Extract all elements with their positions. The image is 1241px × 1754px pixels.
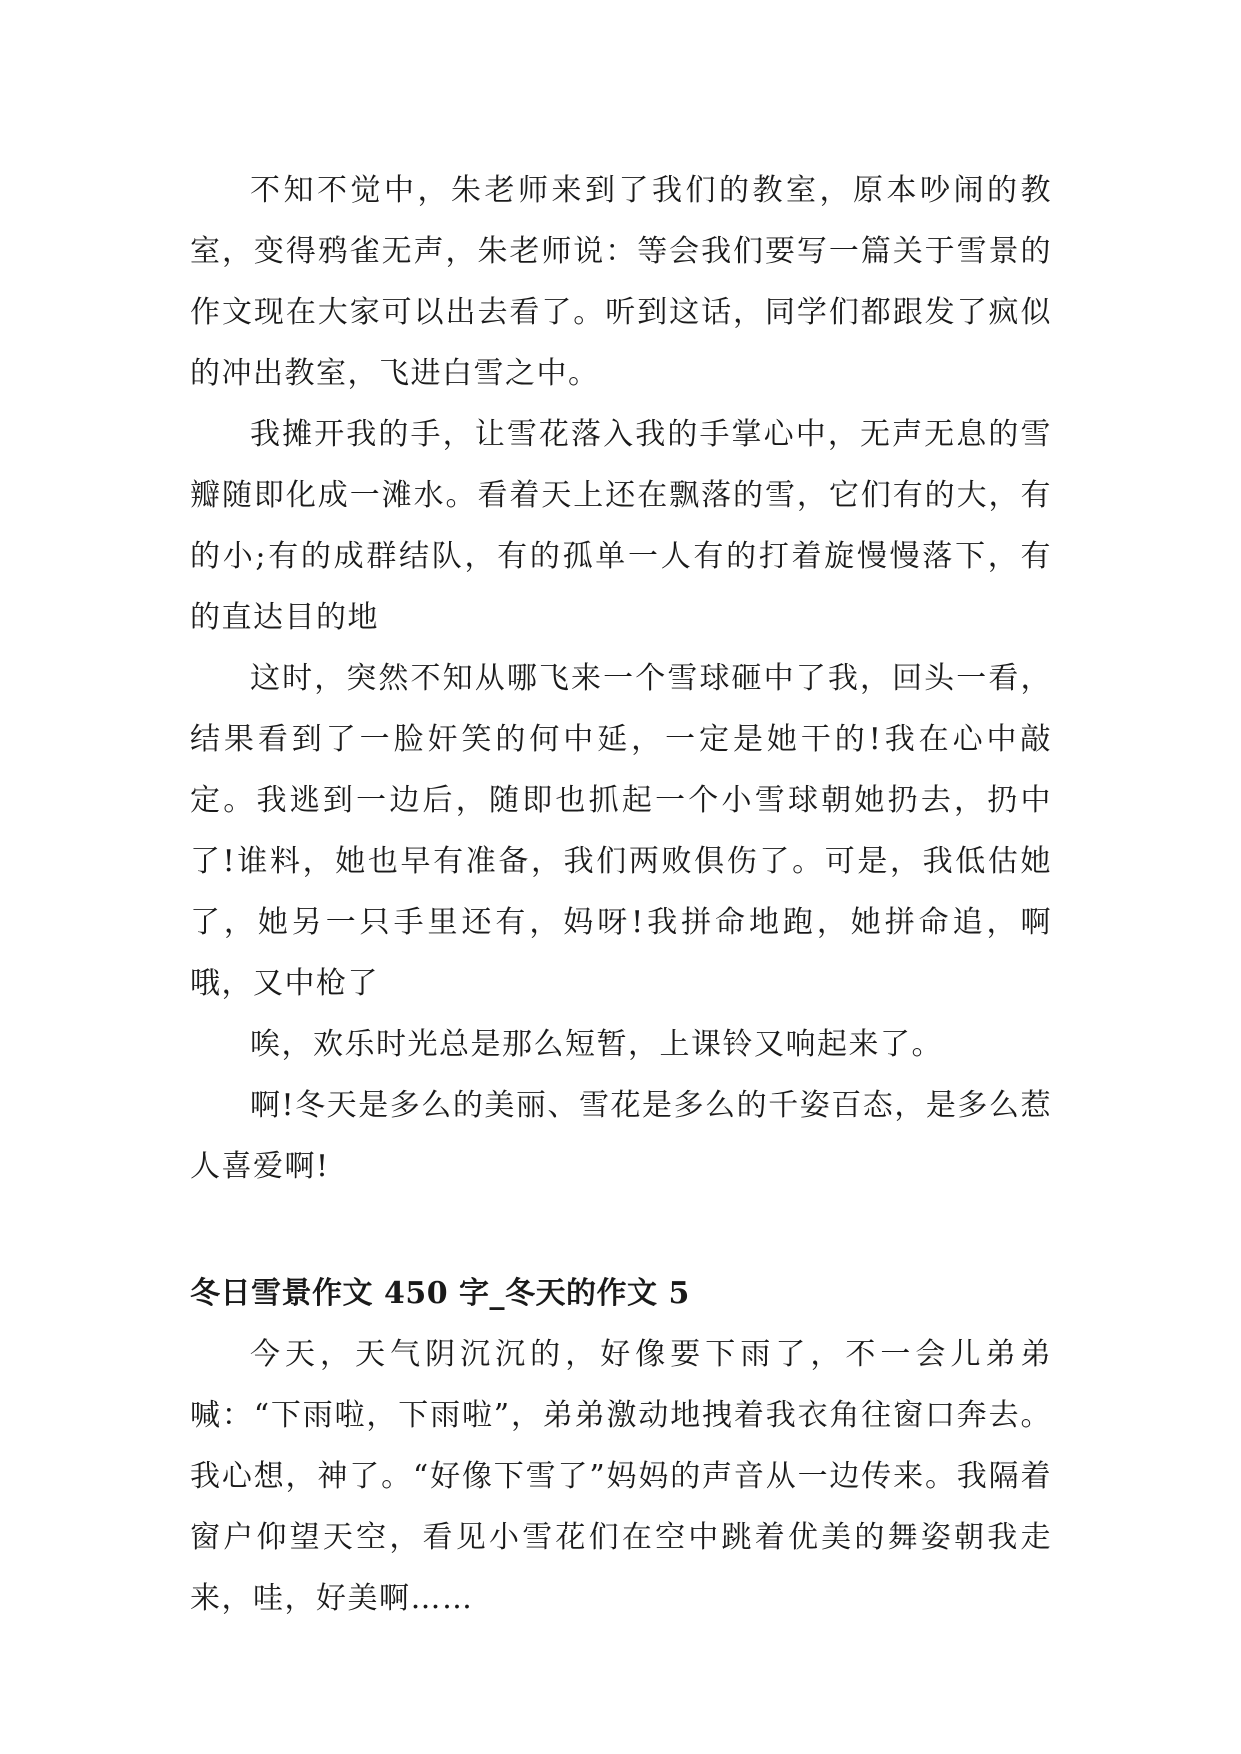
- document-page: [190, 160, 1052, 1629]
- paragraph: 啊!冬天是多么的美丽、雪花是多么的千姿百态，是多么惹人喜爱啊!: [190, 1088, 1052, 1184]
- section-title: 冬日雪景作文 450 字_冬天的作文 5: [190, 1276, 690, 1311]
- paragraph: 不知不觉中，朱老师来到了我们的教室，原本吵闹的教室，变得鸦雀无声，朱老师说：等会我们要写一篇关于雪景的作文现在大家可以出去看了。听到这话，同学们都跟发了疯似的冲出教室，飞进白雪之中。: [190, 173, 1052, 391]
- paragraph: 今天，天气阴沉沉的，好像要下雨了，不一会儿弟弟喊：“下雨啦，下雨啦”，弟弟激动地拽着我衣角往窗口奔去。我心想，神了。“好像下雪了”妈妈的声音从一边传来。我隔着窗户仰望天空，看见小雪花们在空中跳着优美的舞姿朝我走来，哇，好美啊……: [190, 1337, 1052, 1616]
- paragraph: 唉，欢乐时光总是那么短暂，上课铃又响起来了。: [250, 1027, 943, 1062]
- paragraph: 我摊开我的手，让雪花落入我的手掌心中，无声无息的雪瓣随即化成一滩水。看着天上还在飘落的雪，它们有的大，有的小;有的成群结队，有的孤单一人有的打着旋慢慢落下，有的直达目的地: [190, 417, 1052, 635]
- paragraph: 这时，突然不知从哪飞来一个雪球砸中了我，回头一看，结果看到了一脸奸笑的何中延，一定是她干的!我在心中敲定。我逃到一边后，随即也抓起一个小雪球朝她扔去，扔中了!谁料，她也早有准备，我们两败俱伤了。可是，我低估她了，她另一只手里还有，妈呀!我拼命地跑，她拼命追，啊哦，又中枪了: [190, 661, 1052, 1001]
